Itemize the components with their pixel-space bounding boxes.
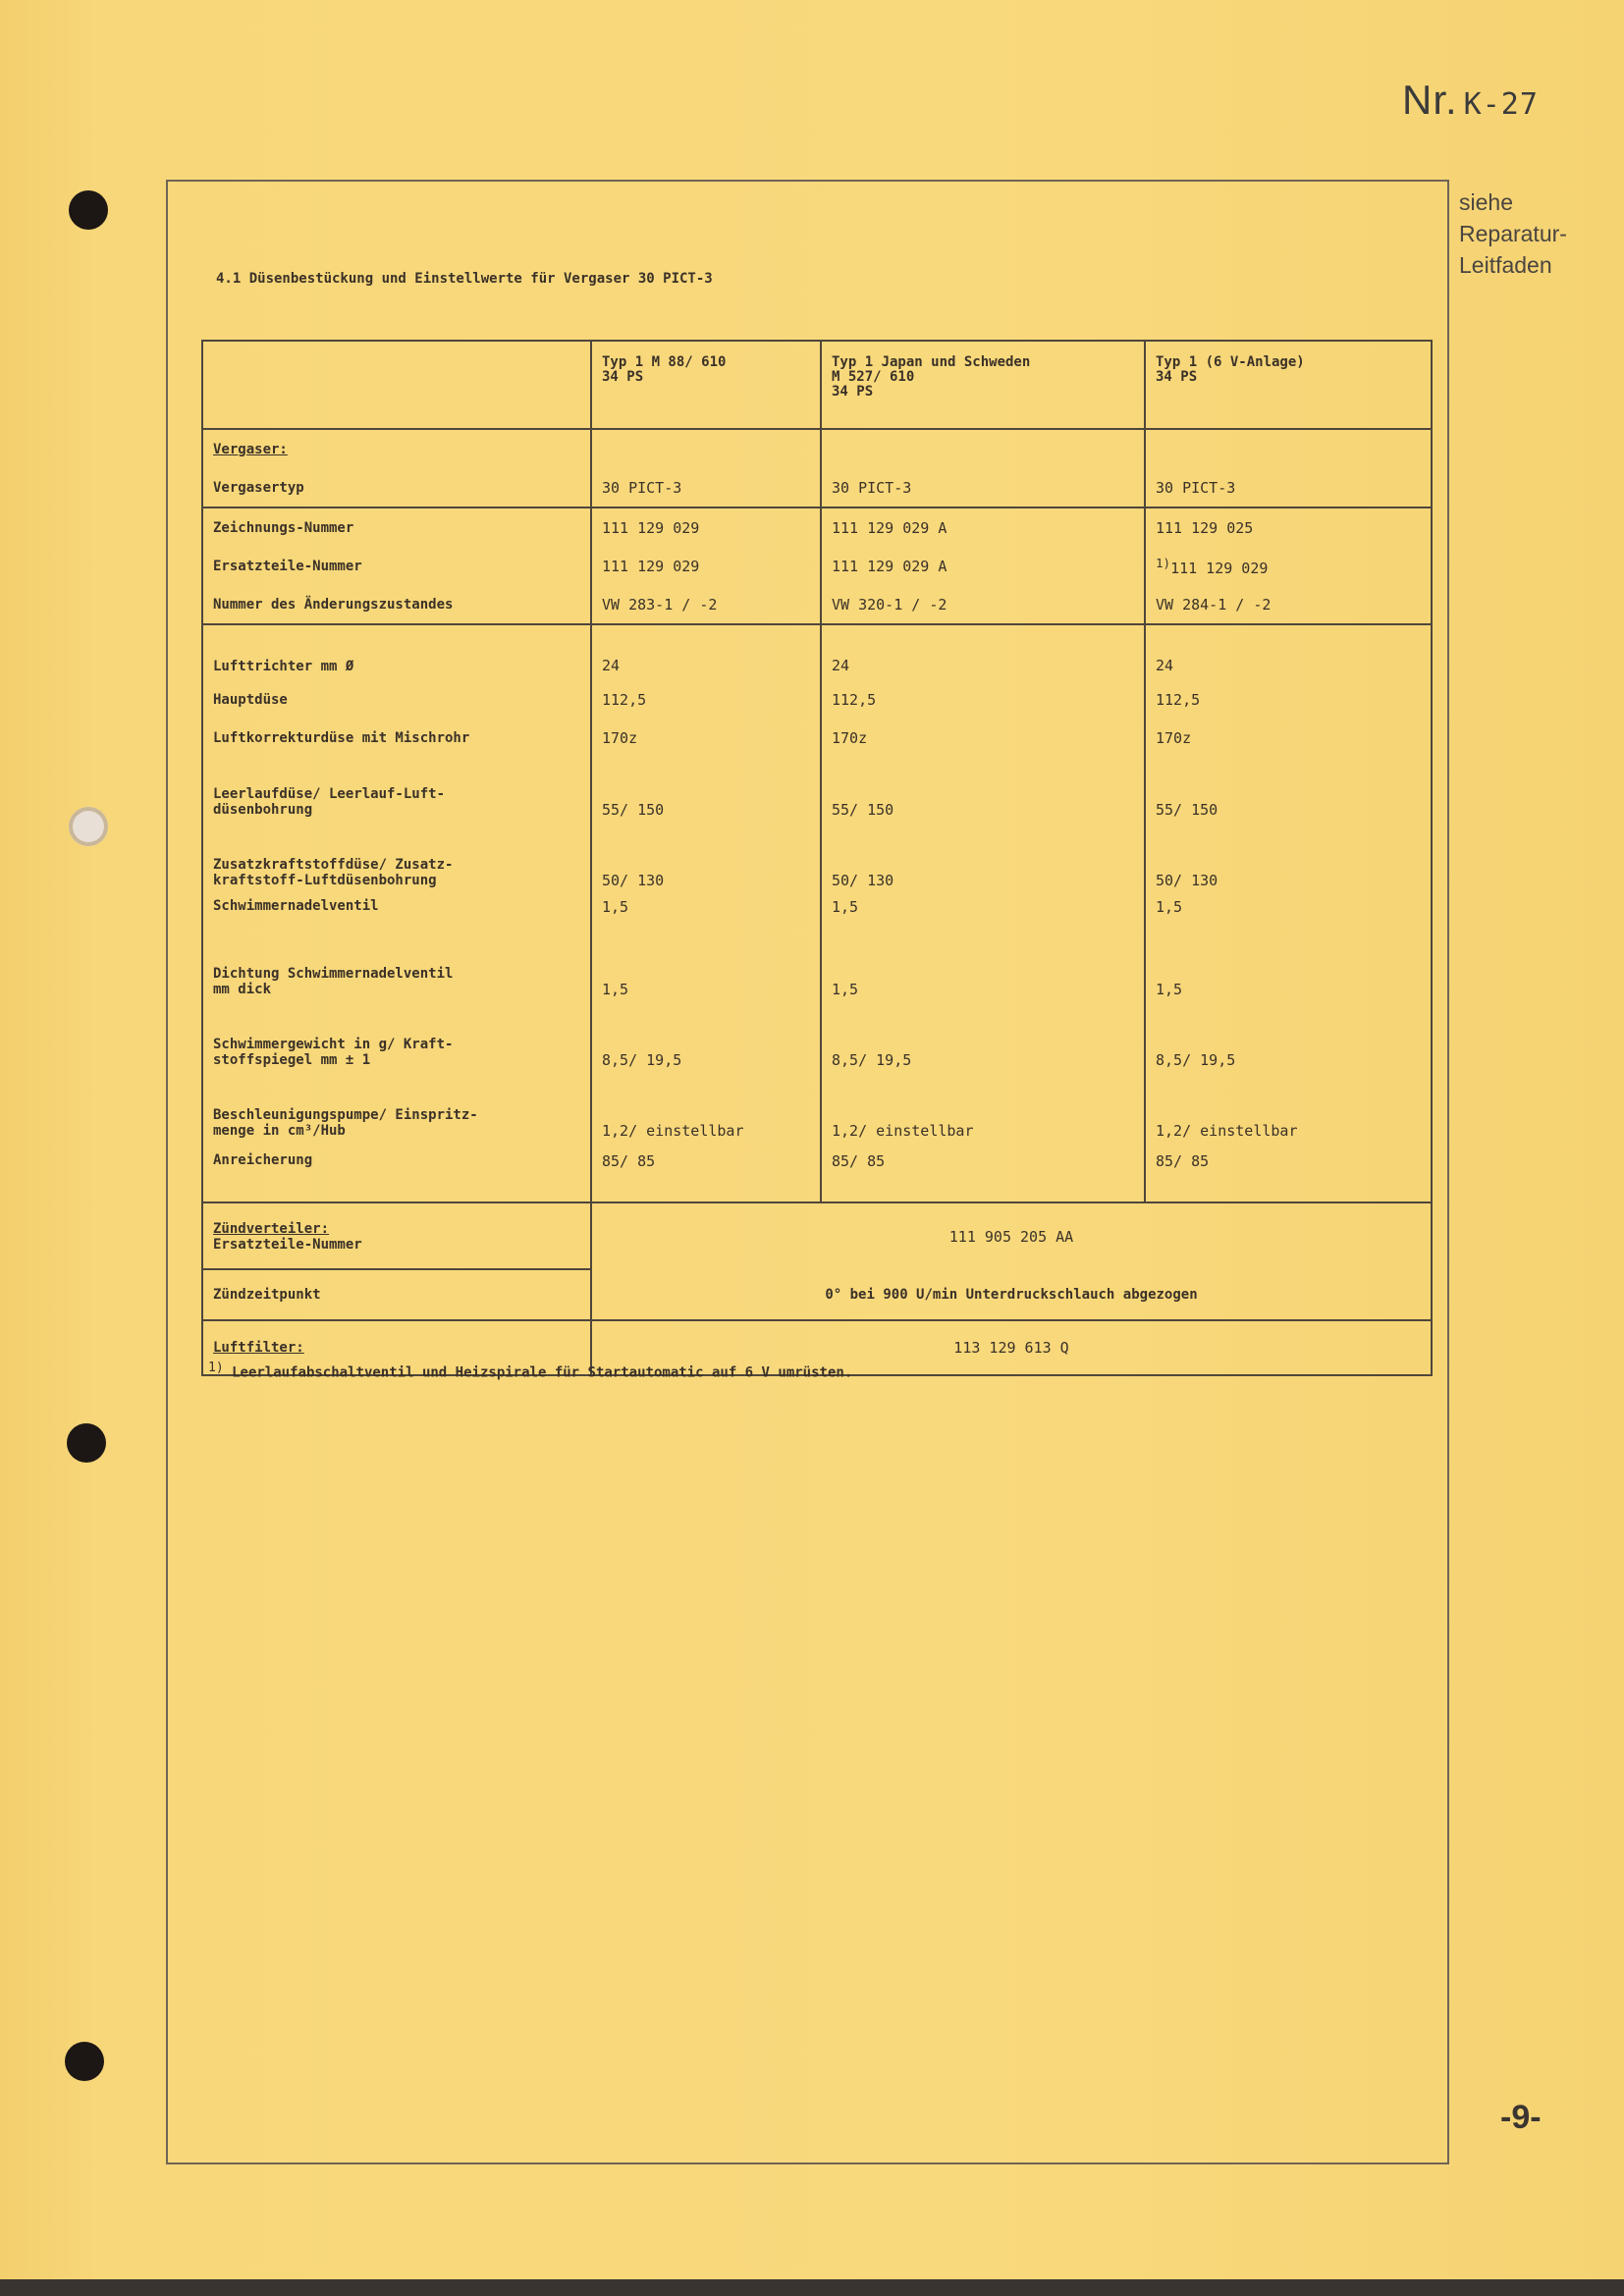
cell-value: 111 129 025 [1145, 507, 1432, 547]
punch-hole [67, 1423, 106, 1463]
header-cell-empty [202, 341, 591, 429]
cell-value [1145, 547, 1432, 585]
row-label-line: Dichtung Schwimmernadelventil [213, 966, 454, 982]
column-header [821, 341, 1145, 429]
section-title: 4.1 Düsenbestückung und Einstellwerte für Vergaser 30 PICT-3 [216, 271, 713, 287]
table-row [202, 757, 1432, 828]
margin-note-line: siehe [1459, 189, 1513, 215]
cell-value: 112,5 [821, 680, 1145, 719]
row-label: Vergasertyp [202, 468, 591, 507]
table-row [202, 547, 1432, 585]
cell-value: 1,5 [1145, 936, 1432, 1007]
cell-value: 30 PICT-3 [591, 468, 821, 507]
cell-value: 50/ 130 [1145, 828, 1432, 898]
cell-value: 55/ 150 [1145, 757, 1432, 828]
cell-value: 111 129 029 A [821, 507, 1145, 547]
cell-value: 1,5 [1145, 898, 1432, 936]
row-label: Lufttrichter mm Ø [202, 624, 591, 680]
table-row [202, 1202, 1432, 1237]
cell-value: 24 [821, 624, 1145, 680]
table-row [202, 507, 1432, 547]
cell-value: 1,5 [821, 898, 1145, 936]
table-row [202, 1269, 1432, 1320]
section-heading-vergaser: Vergaser: [202, 429, 591, 468]
cell-value: 30 PICT-3 [821, 468, 1145, 507]
margin-note-line: Reparatur- [1459, 221, 1567, 246]
cell-value: 55/ 150 [821, 757, 1145, 828]
document-number-value: K-27 [1463, 87, 1539, 122]
footnote [208, 1361, 852, 1381]
table-header-row [202, 341, 1432, 429]
row-label-line: kraftstoff-Luftdüsenbohrung [213, 873, 437, 888]
cell-value: 113 129 613 Q [591, 1320, 1432, 1375]
cell-value: 1,5 [821, 936, 1145, 1007]
cell-value: 111 129 029 A [821, 547, 1145, 585]
row-label [202, 828, 591, 898]
row-label [202, 757, 591, 828]
margin-note-line: Leitfaden [1459, 252, 1552, 278]
row-label: Ersatzteile-Nummer [202, 1237, 591, 1269]
cell-value: VW 283-1 / -2 [591, 585, 821, 624]
margin-note [1459, 187, 1616, 281]
row-label [202, 1078, 591, 1148]
table-row [202, 828, 1432, 898]
cell-value: 170z [591, 719, 821, 757]
footnote-marker: 1) [208, 1361, 224, 1375]
cell-value: 8,5/ 19,5 [1145, 1007, 1432, 1078]
cell-value: 8,5/ 19,5 [591, 1007, 821, 1078]
cell-value: 1,2/ einstellbar [591, 1078, 821, 1148]
cell-value: 1,5 [591, 898, 821, 936]
punch-hole [65, 2042, 104, 2081]
page-number: -9- [1500, 2099, 1542, 2136]
row-label: Hauptdüse [202, 680, 591, 719]
table-row [202, 468, 1432, 507]
scan-edge [0, 2279, 1624, 2296]
cell-value: 112,5 [591, 680, 821, 719]
cell-value: 111 129 029 [591, 547, 821, 585]
cell-value: 111 129 029 [591, 507, 821, 547]
carburetor-settings-table [201, 340, 1433, 1376]
cell-value: VW 284-1 / -2 [1145, 585, 1432, 624]
table-row [202, 719, 1432, 757]
cell-value: 24 [591, 624, 821, 680]
cell-value: 112,5 [1145, 680, 1432, 719]
table-row [202, 680, 1432, 719]
column-header-line: Typ 1 M 88/ 610 [602, 354, 727, 370]
document-number-label: Nr. [1402, 77, 1458, 123]
row-label: Schwimmernadelventil [202, 898, 591, 936]
table-row [202, 624, 1432, 680]
row-label-line: menge in cm³/Hub [213, 1123, 346, 1139]
row-label [202, 1007, 591, 1078]
column-header [1145, 341, 1432, 429]
cell-value: 55/ 150 [591, 757, 821, 828]
column-header-line: 34 PS [1156, 369, 1198, 385]
row-label-line: Beschleunigungspumpe/ Einspritz- [213, 1107, 478, 1123]
row-label [202, 936, 591, 1007]
table-row [202, 429, 1432, 468]
row-label: Zeichnungs-Nummer [202, 507, 591, 547]
cell-value: 0° bei 900 U/min Unterdruckschlauch abgezogen [591, 1269, 1432, 1320]
row-label-line: Leerlaufdüse/ Leerlauf-Luft- [213, 786, 446, 802]
cell-value: 170z [821, 719, 1145, 757]
section-heading-luftfilter: Luftfilter: [202, 1320, 591, 1375]
cell-value: 50/ 130 [821, 828, 1145, 898]
cell-value: 50/ 130 [591, 828, 821, 898]
cell-value: 111 905 205 AA [591, 1202, 1432, 1269]
cell-value: 85/ 85 [1145, 1148, 1432, 1202]
column-header-line: 34 PS [832, 384, 874, 400]
cell-value: 8,5/ 19,5 [821, 1007, 1145, 1078]
row-label-line: Schwimmergewicht in g/ Kraft- [213, 1037, 454, 1052]
column-header-line: Typ 1 Japan und Schweden [832, 354, 1031, 370]
column-header-line: M 527/ 610 [832, 369, 915, 385]
cell-value: 30 PICT-3 [1145, 468, 1432, 507]
punch-hole [69, 807, 108, 846]
row-label: Anreicherung [202, 1148, 591, 1202]
cell-value: 1,5 [591, 936, 821, 1007]
table-row [202, 585, 1432, 624]
cell-value: 24 [1145, 624, 1432, 680]
row-label-line: Zusatzkraftstoffdüse/ Zusatz- [213, 857, 454, 873]
cell-value: 85/ 85 [821, 1148, 1145, 1202]
row-label-line: mm dick [213, 982, 272, 997]
cell-value-text: 111 129 029 [1170, 559, 1269, 577]
footnote-marker: 1) [1156, 555, 1171, 570]
footnote-text: Leerlaufabschaltventil und Heizspirale für Startautomatic auf 6 V umrüsten. [232, 1364, 853, 1381]
column-header-line: Typ 1 (6 V-Anlage) [1156, 354, 1305, 370]
cell-value: 85/ 85 [591, 1148, 821, 1202]
cell-value: 1,2/ einstellbar [821, 1078, 1145, 1148]
row-label: Zündzeitpunkt [202, 1269, 591, 1320]
table-row [202, 1148, 1432, 1202]
punch-hole [69, 190, 108, 230]
row-label-line: düsenbohrung [213, 802, 313, 818]
table-row [202, 1078, 1432, 1148]
column-header-line: 34 PS [602, 369, 644, 385]
row-label: Ersatzteile-Nummer [202, 547, 591, 585]
table-row [202, 1007, 1432, 1078]
section-heading-zuendverteiler: Zündverteiler: [202, 1202, 591, 1237]
column-header [591, 341, 821, 429]
row-label-line: stoffspiegel mm ± 1 [213, 1052, 371, 1068]
cell-value: 1,2/ einstellbar [1145, 1078, 1432, 1148]
table-row [202, 936, 1432, 1007]
row-label: Luftkorrekturdüse mit Mischrohr [202, 719, 591, 757]
row-label: Nummer des Änderungszustandes [202, 585, 591, 624]
table-row [202, 898, 1432, 936]
cell-value: 170z [1145, 719, 1432, 757]
cell-value: VW 320-1 / -2 [821, 585, 1145, 624]
document-number [1402, 77, 1539, 124]
